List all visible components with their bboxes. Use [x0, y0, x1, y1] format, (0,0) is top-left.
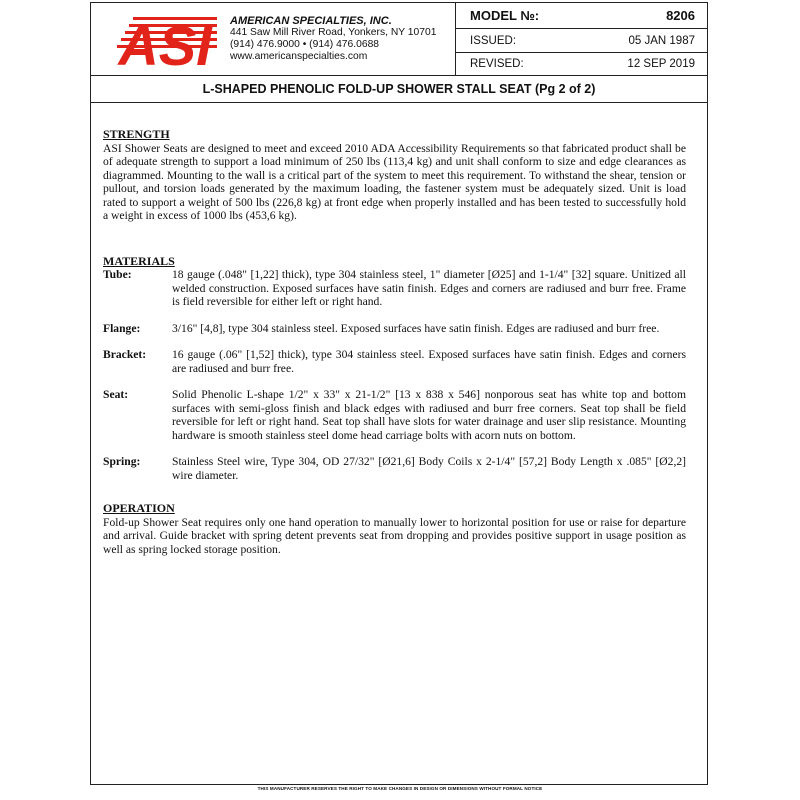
- revised-label: REVISED:: [470, 58, 524, 70]
- revised-value: 12 SEP 2019: [627, 58, 695, 70]
- material-text: 16 gauge (.06" [1,52] thick), type 304 stainless steel. Exposed surfaces have satin finish. Edges and corners are radiused and burr free.: [172, 348, 686, 375]
- header: [91, 3, 707, 76]
- materials-heading: MATERIALS: [103, 253, 175, 268]
- issued-value: 05 JAN 1987: [628, 35, 695, 47]
- material-item-spring: [103, 455, 686, 482]
- material-item-seat: [103, 388, 686, 442]
- asi-logo: [113, 13, 217, 69]
- document-body: [103, 103, 686, 556]
- material-text: Stainless Steel wire, Type 304, OD 27/32" [Ø21,6] Body Coils x 2-1/4" [57,2] Body Length x .085" [Ø2,2] wire diameter.: [172, 455, 686, 482]
- material-label: Flange:: [103, 321, 141, 335]
- footer-disclaimer: THIS MANUFACTURER RESERVES THE RIGHT TO MAKE CHANGES IN DESIGN OR DIMENSIONS WITHOUT FORMAL NOTICE: [257, 786, 543, 791]
- document-title: L-SHAPED PHENOLIC FOLD-UP SHOWER STALL SEAT (Pg 2 of 2): [91, 76, 707, 103]
- model-value: 8206: [666, 8, 695, 23]
- model-label: MODEL №:: [470, 8, 540, 23]
- material-item-tube: [103, 268, 686, 309]
- material-text: 18 gauge (.048" [1,22] thick), type 304 stainless steel, 1" diameter [Ø25] and 1-1/4" [32] square. Unitized all welded construction. Exposed surfaces have satin finish. Edges and corners are radiused and burr free. Frame is field reversible for either left or right hand.: [172, 268, 686, 308]
- material-label: Seat:: [103, 388, 129, 401]
- material-text: Solid Phenolic L-shape 1/2" x 33" x 21-1/2" [13 x 838 x 546] nonporous seat has white top and bottom surfaces with semi-gloss finish and black edges with radiused and burr free corners. Seat top shall be field reversible for left or right hand. Seat top shall have slots for water drainage and user slip resistance. Mounting hardware is smooth stainless steel dome head carriage bolts with acorn nuts on bottom.: [172, 388, 686, 442]
- material-text: 3/16" [4,8], type 304 stainless steel. Exposed surfaces have satin finish. Edges are radiused and burr free.: [172, 321, 660, 335]
- material-item-flange: [103, 322, 686, 336]
- logo-text: ASI: [118, 14, 212, 69]
- revised-row: [456, 53, 707, 76]
- company-website[interactable]: www.americanspecialties.com: [230, 51, 368, 62]
- material-item-bracket: [103, 348, 686, 375]
- company-name: AMERICAN SPECIALTIES, INC.: [230, 15, 392, 27]
- material-label: Bracket:: [103, 348, 147, 361]
- model-row: [456, 3, 707, 29]
- company-phone: (914) 476.9000 • (914) 476.0688: [230, 39, 380, 50]
- issued-row: [456, 29, 707, 53]
- operation-text: Fold-up Shower Seat requires only one hand operation to manually lower to horizontal position for use or raise for departure and arrival. Guide bracket with spring detent prevents seat from dropping and provides positive support in usage position as well as spring locked storage position.: [103, 515, 686, 556]
- issued-label: ISSUED:: [470, 35, 517, 47]
- company-address: 441 Saw Mill River Road, Yonkers, NY 10701: [230, 27, 437, 38]
- strength-heading: STRENGTH: [103, 127, 170, 141]
- model-info-box: [455, 3, 707, 76]
- company-info: [230, 15, 436, 63]
- operation-heading: OPERATION: [103, 501, 175, 515]
- material-label: Tube:: [103, 268, 132, 281]
- strength-text: ASI Shower Seats are designed to meet and exceed 2010 ADA Accessibility Requirements so that fabricated product shall be of adequate strength to support a load minimum of 250 lbs (113,4 kg) and unit shall conform to size and edge clearances as diagrammed. Mounting to the wall is a critical part of the system to meet this requirement. To withstand the shear, tension or pullout, and torsion loads generated by the maximum loading, the fastener system must be adequately sized. Unit is load rated to support a weight of 500 lbs (226,8 kg) at front edge when properly installed and has been tested to successfully hold a weight in excess of 1000 lbs (453,6 kg).: [103, 141, 686, 222]
- material-label: Spring:: [103, 455, 141, 468]
- spec-sheet: [90, 2, 708, 785]
